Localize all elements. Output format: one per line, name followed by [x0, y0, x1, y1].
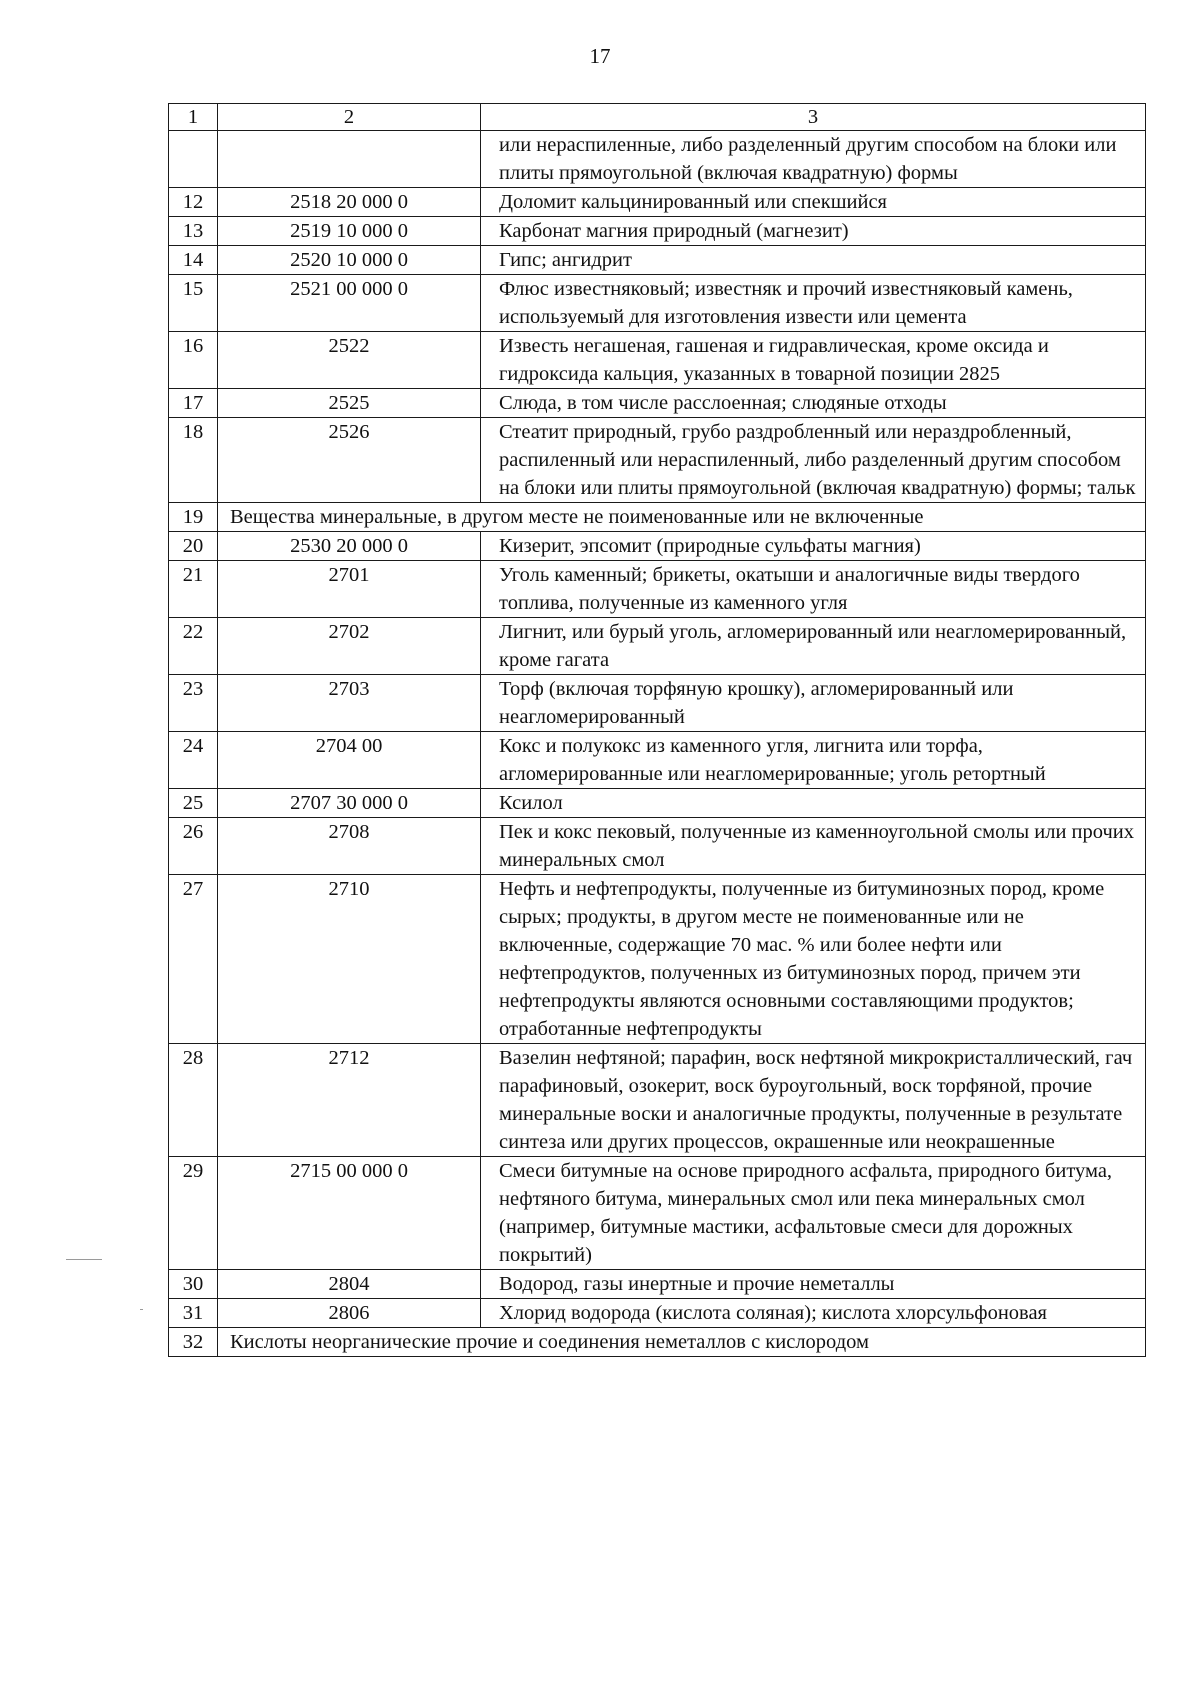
tnved-code: 2703	[218, 675, 481, 732]
row-number: 24	[169, 732, 218, 789]
goods-description: Карбонат магния природный (магнезит)	[481, 217, 1146, 246]
goods-table	[168, 103, 1146, 1357]
row-number: 27	[169, 875, 218, 1044]
row-number: 26	[169, 818, 218, 875]
tnved-code: 2710	[218, 875, 481, 1044]
tnved-code: 2806	[218, 1299, 481, 1328]
goods-description: Доломит кальцинированный или спекшийся	[481, 188, 1146, 217]
goods-description: Стеатит природный, грубо раздробленный или нераздробленный, распиленный или нераспиленный, либо разделенный другим способом на блоки или плиты прямоугольной (включая квадратную) формы; тальк	[481, 418, 1146, 503]
tnved-code: 2521 00 000 0	[218, 275, 481, 332]
tnved-code: 2712	[218, 1044, 481, 1157]
tnved-code: 2522	[218, 332, 481, 389]
tnved-code: 2708	[218, 818, 481, 875]
row-number: 28	[169, 1044, 218, 1157]
table-row	[169, 561, 1146, 618]
table-row	[169, 389, 1146, 418]
table-row	[169, 675, 1146, 732]
row-number: 14	[169, 246, 218, 275]
header-col-3: 3	[481, 104, 1146, 131]
header-col-1: 1	[169, 104, 218, 131]
table-row	[169, 1299, 1146, 1328]
table-row	[169, 532, 1146, 561]
goods-description: Кизерит, эпсомит (природные сульфаты магния)	[481, 532, 1146, 561]
table-row	[169, 1044, 1146, 1157]
tnved-code: 2704 00	[218, 732, 481, 789]
row-number: 16	[169, 332, 218, 389]
tnved-code: 2519 10 000 0	[218, 217, 481, 246]
goods-description: Вазелин нефтяной; парафин, воск нефтяной микрокристаллический, гач парафиновый, озокерит, воск буроугольный, воск торфяной, прочие минеральные воски и аналогичные продукты, полученные в результате синтеза или других процессов, окрашенные или неокрашенные	[481, 1044, 1146, 1157]
table-row	[169, 246, 1146, 275]
row-number: 15	[169, 275, 218, 332]
goods-description: Торф (включая торфяную крошку), агломерированный или неагломерированный	[481, 675, 1146, 732]
tnved-code: 2715 00 000 0	[218, 1157, 481, 1270]
continuation-text: или нераспиленные, либо разделенный другим способом на блоки или плиты прямоугольной (включая квадратную) формы	[481, 131, 1146, 188]
row-number: 12	[169, 188, 218, 217]
tnved-code: 2804	[218, 1270, 481, 1299]
goods-description: Флюс известняковый; известняк и прочий известняковый камень, используемый для изготовления извести или цемента	[481, 275, 1146, 332]
tnved-code: 2530 20 000 0	[218, 532, 481, 561]
row-number: 23	[169, 675, 218, 732]
table-row	[169, 332, 1146, 389]
header-col-2: 2	[218, 104, 481, 131]
goods-description: Нефть и нефтепродукты, полученные из битуминозных пород, кроме сырых; продукты, в другом месте не поименованные или не включенные, содержащие 70 мас. % или более нефти или нефтепродуктов, полученных из битуминозных пород, причем эти нефтепродукты являются основными составляющими продуктов; отработанные нефтепродукты	[481, 875, 1146, 1044]
table-row	[169, 275, 1146, 332]
row-number: 22	[169, 618, 218, 675]
tnved-code: 2702	[218, 618, 481, 675]
row-number: 29	[169, 1157, 218, 1270]
table-row	[169, 789, 1146, 818]
table-row	[169, 618, 1146, 675]
section-title: Кислоты неорганические прочие и соединения неметаллов с кислородом	[218, 1328, 1146, 1357]
page-number: 17	[589, 44, 611, 68]
row-number: 19	[169, 503, 218, 532]
tnved-code: 2518 20 000 0	[218, 188, 481, 217]
row-number: 32	[169, 1328, 218, 1357]
goods-description: Водород, газы инертные и прочие неметаллы	[481, 1270, 1146, 1299]
goods-description: Известь негашеная, гашеная и гидравлическая, кроме оксида и гидроксида кальция, указанных в товарной позиции 2825	[481, 332, 1146, 389]
goods-description: Кокс и полукокс из каменного угля, лигнита или торфа, агломерированные или неагломерированные; уголь ретортный	[481, 732, 1146, 789]
tnved-code	[218, 131, 481, 188]
row-number: 21	[169, 561, 218, 618]
row-number	[169, 131, 218, 188]
scan-mark	[66, 1259, 102, 1260]
section-row	[169, 503, 1146, 532]
row-number: 30	[169, 1270, 218, 1299]
goods-description: Лигнит, или бурый уголь, агломерированный или неагломерированный, кроме гагата	[481, 618, 1146, 675]
scan-dot	[140, 1309, 143, 1310]
table-row	[169, 875, 1146, 1044]
goods-description: Смеси битумные на основе природного асфальта, природного битума, нефтяного битума, минеральных смол или пека минеральных смол (например, битумные мастики, асфальтовые смеси для дорожных покрытий)	[481, 1157, 1146, 1270]
goods-description: Ксилол	[481, 789, 1146, 818]
row-number: 17	[169, 389, 218, 418]
table-row	[169, 1157, 1146, 1270]
goods-description: Уголь каменный; брикеты, окатыши и аналогичные виды твердого топлива, полученные из каменного угля	[481, 561, 1146, 618]
section-title: Вещества минеральные, в другом месте не поименованные или не включенные	[218, 503, 1146, 532]
tnved-code: 2701	[218, 561, 481, 618]
tnved-code: 2520 10 000 0	[218, 246, 481, 275]
goods-description: Гипс; ангидрит	[481, 246, 1146, 275]
table-row	[169, 217, 1146, 246]
tnved-code: 2707 30 000 0	[218, 789, 481, 818]
row-number: 13	[169, 217, 218, 246]
row-number: 31	[169, 1299, 218, 1328]
section-row	[169, 1328, 1146, 1357]
row-number: 20	[169, 532, 218, 561]
table-row	[169, 188, 1146, 217]
table-row	[169, 418, 1146, 503]
row-number: 18	[169, 418, 218, 503]
table-row	[169, 1270, 1146, 1299]
tnved-code: 2525	[218, 389, 481, 418]
goods-description: Хлорид водорода (кислота соляная); кислота хлорсульфоновая	[481, 1299, 1146, 1328]
goods-description: Пек и кокс пековый, полученные из каменноугольной смолы или прочих минеральных смол	[481, 818, 1146, 875]
continuation-row	[169, 131, 1146, 188]
row-number: 25	[169, 789, 218, 818]
table-header-row	[169, 104, 1146, 131]
table-row	[169, 818, 1146, 875]
tnved-code: 2526	[218, 418, 481, 503]
table-row	[169, 732, 1146, 789]
goods-description: Слюда, в том числе расслоенная; слюдяные отходы	[481, 389, 1146, 418]
